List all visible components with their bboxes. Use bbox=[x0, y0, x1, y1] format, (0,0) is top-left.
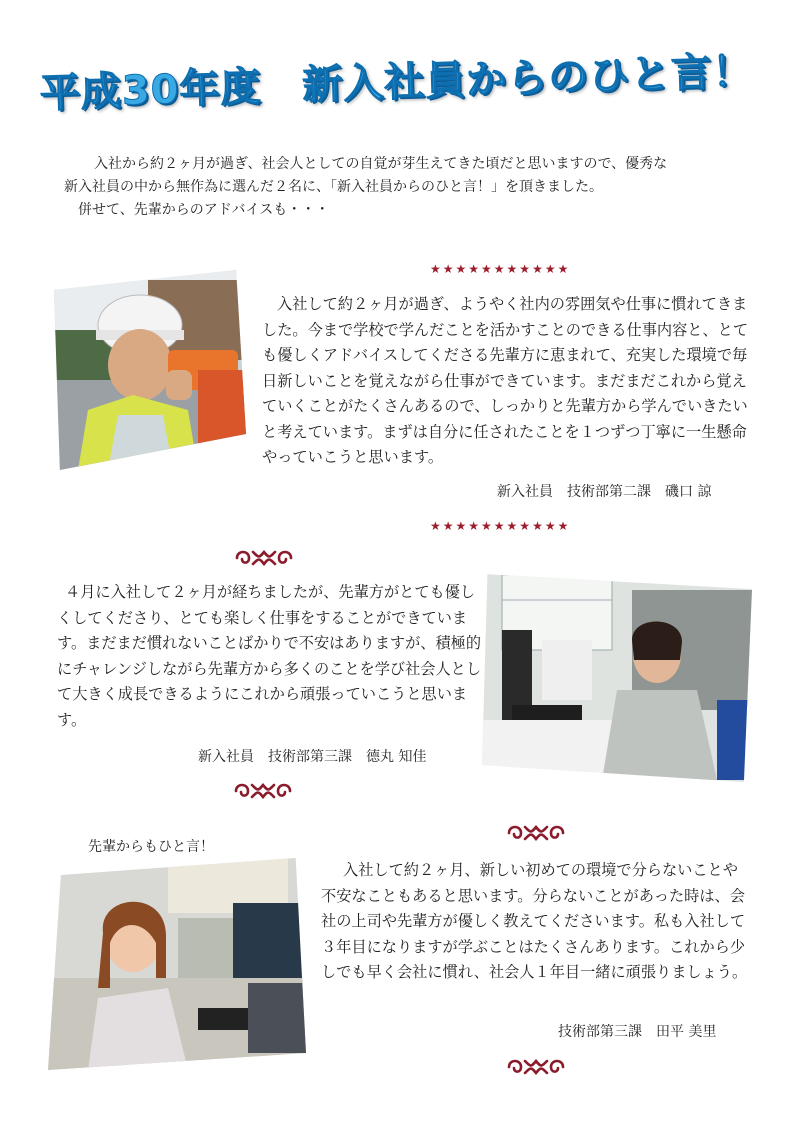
photo-office-worker bbox=[482, 570, 752, 782]
stars-divider-top: ★★★★★★★★★★★ bbox=[430, 262, 571, 276]
ornament-flourish bbox=[232, 781, 294, 801]
ornament-flourish bbox=[233, 548, 295, 568]
section3-text: 入社して約２ヶ月、新しい初めての環境で分らないことや不安なこともあると思います。分らないことがあった時は、会社の上司や先輩方が優しく教えてくださいます。私も入社して３年目になりますが学ぶことはたくさんあります。これから少しでも早く会社に慣れ、社会人１年目一緒に頑張りましょう。 bbox=[321, 861, 748, 981]
intro-line-2: 新入社員の中から無作為に選んだ２名に、「新入社員からのひと言！」を頂きました。 bbox=[64, 179, 603, 195]
senior-advice-label: 先輩からもひと言！ bbox=[88, 839, 214, 855]
section2-signature: 新入社員 技術部第三課 德丸 知佳 bbox=[198, 749, 427, 765]
section1-signature: 新入社員 技術部第二課 磯口 諒 bbox=[497, 484, 712, 500]
photo-senior-worker bbox=[48, 858, 306, 1070]
photo-surveyor bbox=[48, 270, 246, 470]
ornament-flourish bbox=[505, 1057, 567, 1077]
ornament-flourish bbox=[505, 823, 567, 843]
intro-line-1: 入社から約２ヶ月が過ぎ、社会人としての自覚が芽生えてきた頃だと思いますので、優秀な bbox=[94, 156, 668, 172]
stars-divider-bottom: ★★★★★★★★★★★ bbox=[430, 519, 571, 533]
page-title: 平成30年度 新入社員からのひと言！ bbox=[39, 48, 754, 117]
intro-line-3: 併せて、先輩からのアドバイスも・・・ bbox=[78, 202, 330, 218]
section3-signature: 技術部第三課 田平 美里 bbox=[558, 1024, 717, 1040]
intro-text bbox=[64, 153, 744, 222]
section2-text: ４月に入社して２ヶ月が経ちましたが、先輩方がとても優しくしてくださり、とても楽しく仕事をすることができています。まだまだ慣れないことばかりで不安はありますが、積極的にチャレンジしながら先輩方から多くのことを学び社会人として大きく成長できるようにこれから頑張っていこうと思います。 bbox=[57, 583, 482, 729]
section1-text: 入社して約２ヶ月が過ぎ、ようやく社内の雰囲気や仕事に慣れてきました。今まで学校で学んだことを活かすことのできる仕事内容と、とても優しくアドバイスしてくださる先輩方に恵まれて、充実した環境で毎日新しいことを覚えながら仕事ができています。まだまだこれから覚えていくことがたくさんあるので、しっかりと先輩方から学んでいきたいと考えています。まずは自分に任されたことを１つずつ丁寧に一生懸命やっていこうと思います。 bbox=[262, 295, 748, 466]
